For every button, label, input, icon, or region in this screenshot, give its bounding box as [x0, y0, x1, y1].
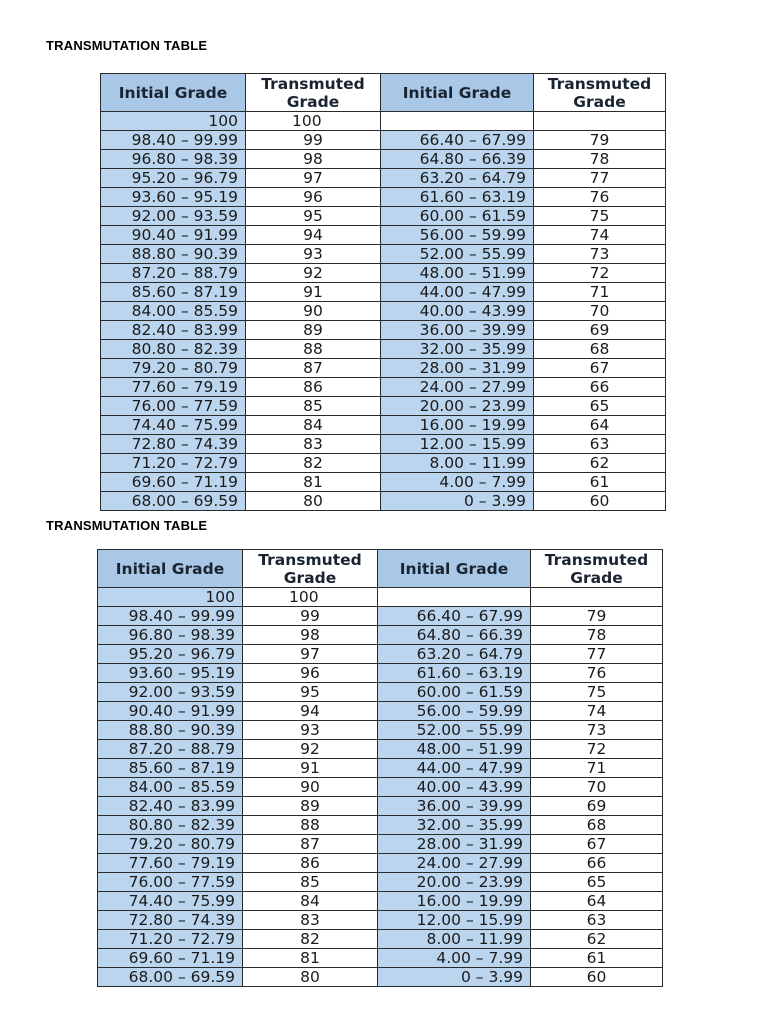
transmuted-grade-cell: 92: [246, 264, 381, 283]
initial-grade-range-cell: 12.00 – 15.99: [378, 911, 531, 930]
table-header-row: [98, 550, 663, 588]
transmuted-grade-cell: 90: [243, 778, 378, 797]
transmuted-grade-cell: 72: [531, 740, 663, 759]
table-row: [101, 245, 666, 264]
initial-grade-range-cell: 74.40 – 75.99: [101, 416, 246, 435]
initial-grade-range-cell: 63.20 – 64.79: [378, 645, 531, 664]
initial-grade-range-cell: 60.00 – 61.59: [381, 207, 534, 226]
transmuted-grade-cell: 65: [534, 397, 666, 416]
transmuted-grade-header: [246, 74, 381, 112]
header-line: Grade: [573, 92, 626, 111]
transmuted-grade-cell: 62: [534, 454, 666, 473]
transmuted-grade-cell: 79: [531, 607, 663, 626]
table-row: [98, 892, 663, 911]
transmuted-grade-cell: 98: [243, 626, 378, 645]
transmuted-grade-cell: 74: [531, 702, 663, 721]
transmuted-grade-cell: 77: [534, 169, 666, 188]
transmuted-grade-cell: 94: [243, 702, 378, 721]
table-row: [98, 759, 663, 778]
transmuted-grade-cell: 77: [531, 645, 663, 664]
initial-grade-range-cell: 0 – 3.99: [381, 492, 534, 511]
initial-grade-range-cell: 56.00 – 59.99: [381, 226, 534, 245]
initial-grade-range-cell: 68.00 – 69.59: [98, 968, 243, 987]
transmuted-grade-cell: 62: [531, 930, 663, 949]
transmuted-grade-cell: 68: [531, 816, 663, 835]
transmuted-grade-cell: 100: [243, 588, 378, 607]
initial-grade-range-cell: 84.00 – 85.59: [101, 302, 246, 321]
transmuted-grade-cell: 70: [531, 778, 663, 797]
initial-grade-range-cell: 77.60 – 79.19: [98, 854, 243, 873]
transmuted-grade-cell: [534, 112, 666, 131]
transmuted-grade-cell: 91: [243, 759, 378, 778]
initial-grade-range-cell: 63.20 – 64.79: [381, 169, 534, 188]
transmuted-grade-cell: 82: [243, 930, 378, 949]
transmuted-grade-cell: 61: [534, 473, 666, 492]
initial-grade-header: Initial Grade: [98, 550, 243, 588]
transmuted-grade-cell: 97: [246, 169, 381, 188]
initial-grade-range-cell: 88.80 – 90.39: [98, 721, 243, 740]
initial-grade-range-cell: 52.00 – 55.99: [381, 245, 534, 264]
transmuted-grade-cell: 83: [243, 911, 378, 930]
initial-grade-range-cell: [381, 112, 534, 131]
initial-grade-range-cell: 28.00 – 31.99: [378, 835, 531, 854]
transmuted-grade-cell: 88: [246, 340, 381, 359]
table-row: [98, 626, 663, 645]
transmuted-grade-cell: 72: [534, 264, 666, 283]
transmuted-grade-cell: 63: [531, 911, 663, 930]
initial-grade-range-cell: 4.00 – 7.99: [378, 949, 531, 968]
initial-grade-range-cell: 64.80 – 66.39: [378, 626, 531, 645]
table-row: [98, 873, 663, 892]
transmuted-grade-cell: 78: [531, 626, 663, 645]
transmuted-grade-cell: 76: [531, 664, 663, 683]
table-row: [98, 949, 663, 968]
table-row: [98, 854, 663, 873]
initial-grade-range-cell: 44.00 – 47.99: [381, 283, 534, 302]
transmutation-table: [97, 549, 663, 987]
table-row: [98, 930, 663, 949]
initial-grade-range-cell: 40.00 – 43.99: [381, 302, 534, 321]
transmuted-grade-cell: 75: [531, 683, 663, 702]
transmuted-grade-cell: 81: [246, 473, 381, 492]
transmuted-grade-cell: 67: [534, 359, 666, 378]
initial-grade-range-cell: 98.40 – 99.99: [98, 607, 243, 626]
transmuted-grade-cell: 95: [243, 683, 378, 702]
transmuted-grade-cell: 89: [246, 321, 381, 340]
transmuted-grade-cell: 82: [246, 454, 381, 473]
table-row: [98, 911, 663, 930]
transmuted-grade-cell: 87: [243, 835, 378, 854]
initial-grade-range-cell: 20.00 – 23.99: [381, 397, 534, 416]
initial-grade-range-cell: 64.80 – 66.39: [381, 150, 534, 169]
transmuted-grade-cell: 95: [246, 207, 381, 226]
transmuted-grade-cell: 87: [246, 359, 381, 378]
header-line: Grade: [286, 92, 340, 111]
initial-grade-range-cell: 82.40 – 83.99: [98, 797, 243, 816]
initial-grade-range-cell: 100: [98, 588, 243, 607]
initial-grade-range-cell: 61.60 – 63.19: [378, 664, 531, 683]
transmuted-grade-cell: 73: [534, 245, 666, 264]
initial-grade-range-cell: 96.80 – 98.39: [98, 626, 243, 645]
table-row: [98, 835, 663, 854]
transmuted-grade-cell: 99: [246, 131, 381, 150]
initial-grade-range-cell: 82.40 – 83.99: [101, 321, 246, 340]
table-row: [98, 588, 663, 607]
table-row: [101, 378, 666, 397]
initial-grade-range-cell: 12.00 – 15.99: [381, 435, 534, 454]
table-row: [98, 778, 663, 797]
transmuted-grade-cell: 96: [243, 664, 378, 683]
initial-grade-range-cell: 68.00 – 69.59: [101, 492, 246, 511]
initial-grade-range-cell: 88.80 – 90.39: [101, 245, 246, 264]
transmuted-grade-cell: 93: [246, 245, 381, 264]
transmuted-grade-cell: 94: [246, 226, 381, 245]
initial-grade-range-cell: 74.40 – 75.99: [98, 892, 243, 911]
header-line: Transmuted: [258, 550, 362, 569]
initial-grade-range-cell: 8.00 – 11.99: [381, 454, 534, 473]
table-row: [98, 721, 663, 740]
initial-grade-range-cell: 76.00 – 77.59: [98, 873, 243, 892]
initial-grade-range-cell: 95.20 – 96.79: [98, 645, 243, 664]
initial-grade-range-cell: 72.80 – 74.39: [101, 435, 246, 454]
initial-grade-range-cell: 48.00 – 51.99: [378, 740, 531, 759]
initial-grade-range-cell: 16.00 – 19.99: [378, 892, 531, 911]
initial-grade-header: Initial Grade: [378, 550, 531, 588]
table-row: [98, 702, 663, 721]
page-title: TRANSMUTATION TABLE: [46, 38, 208, 53]
table-row: [101, 150, 666, 169]
header-line: Transmuted: [544, 550, 649, 569]
initial-grade-range-cell: 36.00 – 39.99: [378, 797, 531, 816]
transmuted-grade-cell: 96: [246, 188, 381, 207]
transmuted-grade-cell: 64: [534, 416, 666, 435]
table-row: [101, 302, 666, 321]
initial-grade-range-cell: 80.80 – 82.39: [98, 816, 243, 835]
initial-grade-range-cell: 4.00 – 7.99: [381, 473, 534, 492]
initial-grade-range-cell: 66.40 – 67.99: [378, 607, 531, 626]
initial-grade-range-cell: 85.60 – 87.19: [101, 283, 246, 302]
transmuted-grade-cell: 73: [531, 721, 663, 740]
initial-grade-range-cell: 66.40 – 67.99: [381, 131, 534, 150]
transmuted-grade-cell: [531, 588, 663, 607]
initial-grade-range-cell: 72.80 – 74.39: [98, 911, 243, 930]
initial-grade-range-cell: 52.00 – 55.99: [378, 721, 531, 740]
initial-grade-range-cell: 28.00 – 31.99: [381, 359, 534, 378]
transmuted-grade-cell: 76: [534, 188, 666, 207]
initial-grade-range-cell: 95.20 – 96.79: [101, 169, 246, 188]
transmuted-grade-cell: 85: [246, 397, 381, 416]
transmuted-grade-header: [534, 74, 666, 112]
transmuted-grade-cell: 84: [243, 892, 378, 911]
transmuted-grade-header: [531, 550, 663, 588]
table-row: [101, 188, 666, 207]
table-row: [101, 226, 666, 245]
initial-grade-range-cell: 98.40 – 99.99: [101, 131, 246, 150]
transmuted-grade-cell: 91: [246, 283, 381, 302]
initial-grade-range-cell: 48.00 – 51.99: [381, 264, 534, 283]
header-line: Transmuted: [547, 74, 652, 93]
page-title: TRANSMUTATION TABLE: [46, 518, 208, 533]
initial-grade-range-cell: 76.00 – 77.59: [101, 397, 246, 416]
initial-grade-range-cell: 32.00 – 35.99: [381, 340, 534, 359]
transmuted-grade-cell: 93: [243, 721, 378, 740]
transmuted-grade-cell: 81: [243, 949, 378, 968]
table-row: [98, 607, 663, 626]
initial-grade-range-cell: 85.60 – 87.19: [98, 759, 243, 778]
table-row: [101, 359, 666, 378]
initial-grade-range-cell: 100: [101, 112, 246, 131]
initial-grade-range-cell: 0 – 3.99: [378, 968, 531, 987]
transmuted-grade-cell: 60: [531, 968, 663, 987]
transmuted-grade-cell: 66: [534, 378, 666, 397]
transmuted-grade-cell: 75: [534, 207, 666, 226]
transmuted-grade-cell: 86: [246, 378, 381, 397]
initial-grade-range-cell: 44.00 – 47.99: [378, 759, 531, 778]
table-row: [101, 131, 666, 150]
table-row: [98, 816, 663, 835]
table-row: [101, 321, 666, 340]
initial-grade-range-cell: 71.20 – 72.79: [101, 454, 246, 473]
transmuted-grade-cell: 79: [534, 131, 666, 150]
initial-grade-header: Initial Grade: [381, 74, 534, 112]
transmuted-grade-cell: 80: [246, 492, 381, 511]
table-row: [101, 435, 666, 454]
initial-grade-range-cell: 20.00 – 23.99: [378, 873, 531, 892]
initial-grade-range-cell: 80.80 – 82.39: [101, 340, 246, 359]
table-row: [98, 740, 663, 759]
initial-grade-range-cell: 8.00 – 11.99: [378, 930, 531, 949]
transmuted-grade-cell: 100: [246, 112, 381, 131]
initial-grade-range-cell: 24.00 – 27.99: [381, 378, 534, 397]
initial-grade-header: Initial Grade: [101, 74, 246, 112]
header-line: Transmuted: [261, 74, 365, 93]
transmuted-grade-cell: 85: [243, 873, 378, 892]
transmuted-grade-cell: 88: [243, 816, 378, 835]
initial-grade-range-cell: 79.20 – 80.79: [101, 359, 246, 378]
initial-grade-range-cell: 96.80 – 98.39: [101, 150, 246, 169]
initial-grade-range-cell: 79.20 – 80.79: [98, 835, 243, 854]
transmuted-grade-cell: 98: [246, 150, 381, 169]
transmuted-grade-cell: 89: [243, 797, 378, 816]
table-row: [101, 264, 666, 283]
transmuted-grade-cell: 90: [246, 302, 381, 321]
initial-grade-range-cell: 24.00 – 27.99: [378, 854, 531, 873]
transmuted-grade-cell: 78: [534, 150, 666, 169]
transmuted-grade-header: [243, 550, 378, 588]
initial-grade-range-cell: 93.60 – 95.19: [101, 188, 246, 207]
initial-grade-range-cell: 16.00 – 19.99: [381, 416, 534, 435]
initial-grade-range-cell: [378, 588, 531, 607]
transmuted-grade-cell: 84: [246, 416, 381, 435]
initial-grade-range-cell: 69.60 – 71.19: [101, 473, 246, 492]
table-row: [101, 283, 666, 302]
table-row: [101, 169, 666, 188]
initial-grade-range-cell: 90.40 – 91.99: [101, 226, 246, 245]
table-row: [101, 454, 666, 473]
transmuted-grade-cell: 71: [531, 759, 663, 778]
transmuted-grade-cell: 66: [531, 854, 663, 873]
table-row: [101, 397, 666, 416]
transmuted-grade-cell: 69: [534, 321, 666, 340]
transmuted-grade-cell: 99: [243, 607, 378, 626]
transmuted-grade-cell: 86: [243, 854, 378, 873]
initial-grade-range-cell: 61.60 – 63.19: [381, 188, 534, 207]
table-row: [98, 645, 663, 664]
initial-grade-range-cell: 40.00 – 43.99: [378, 778, 531, 797]
transmuted-grade-cell: 63: [534, 435, 666, 454]
transmuted-grade-cell: 64: [531, 892, 663, 911]
transmuted-grade-cell: 65: [531, 873, 663, 892]
initial-grade-range-cell: 71.20 – 72.79: [98, 930, 243, 949]
initial-grade-range-cell: 84.00 – 85.59: [98, 778, 243, 797]
initial-grade-range-cell: 87.20 – 88.79: [101, 264, 246, 283]
initial-grade-range-cell: 77.60 – 79.19: [101, 378, 246, 397]
transmuted-grade-cell: 67: [531, 835, 663, 854]
table-row: [101, 416, 666, 435]
table-row: [101, 492, 666, 511]
table-row: [98, 968, 663, 987]
table-row: [101, 112, 666, 131]
table-row: [101, 473, 666, 492]
transmuted-grade-cell: 97: [243, 645, 378, 664]
initial-grade-range-cell: 92.00 – 93.59: [101, 207, 246, 226]
transmutation-table: [100, 73, 666, 511]
table-row: [98, 664, 663, 683]
table-row: [101, 340, 666, 359]
transmuted-grade-cell: 80: [243, 968, 378, 987]
header-line: Grade: [283, 568, 337, 587]
initial-grade-range-cell: 92.00 – 93.59: [98, 683, 243, 702]
transmuted-grade-cell: 74: [534, 226, 666, 245]
initial-grade-range-cell: 32.00 – 35.99: [378, 816, 531, 835]
transmuted-grade-cell: 69: [531, 797, 663, 816]
transmuted-grade-cell: 60: [534, 492, 666, 511]
table-row: [98, 797, 663, 816]
transmuted-grade-cell: 68: [534, 340, 666, 359]
transmuted-grade-cell: 70: [534, 302, 666, 321]
transmuted-grade-cell: 71: [534, 283, 666, 302]
initial-grade-range-cell: 36.00 – 39.99: [381, 321, 534, 340]
table-row: [98, 683, 663, 702]
header-line: Grade: [570, 568, 623, 587]
initial-grade-range-cell: 90.40 – 91.99: [98, 702, 243, 721]
table-row: [101, 207, 666, 226]
initial-grade-range-cell: 56.00 – 59.99: [378, 702, 531, 721]
initial-grade-range-cell: 93.60 – 95.19: [98, 664, 243, 683]
initial-grade-range-cell: 87.20 – 88.79: [98, 740, 243, 759]
initial-grade-range-cell: 69.60 – 71.19: [98, 949, 243, 968]
transmuted-grade-cell: 61: [531, 949, 663, 968]
transmuted-grade-cell: 83: [246, 435, 381, 454]
transmuted-grade-cell: 92: [243, 740, 378, 759]
table-header-row: [101, 74, 666, 112]
initial-grade-range-cell: 60.00 – 61.59: [378, 683, 531, 702]
